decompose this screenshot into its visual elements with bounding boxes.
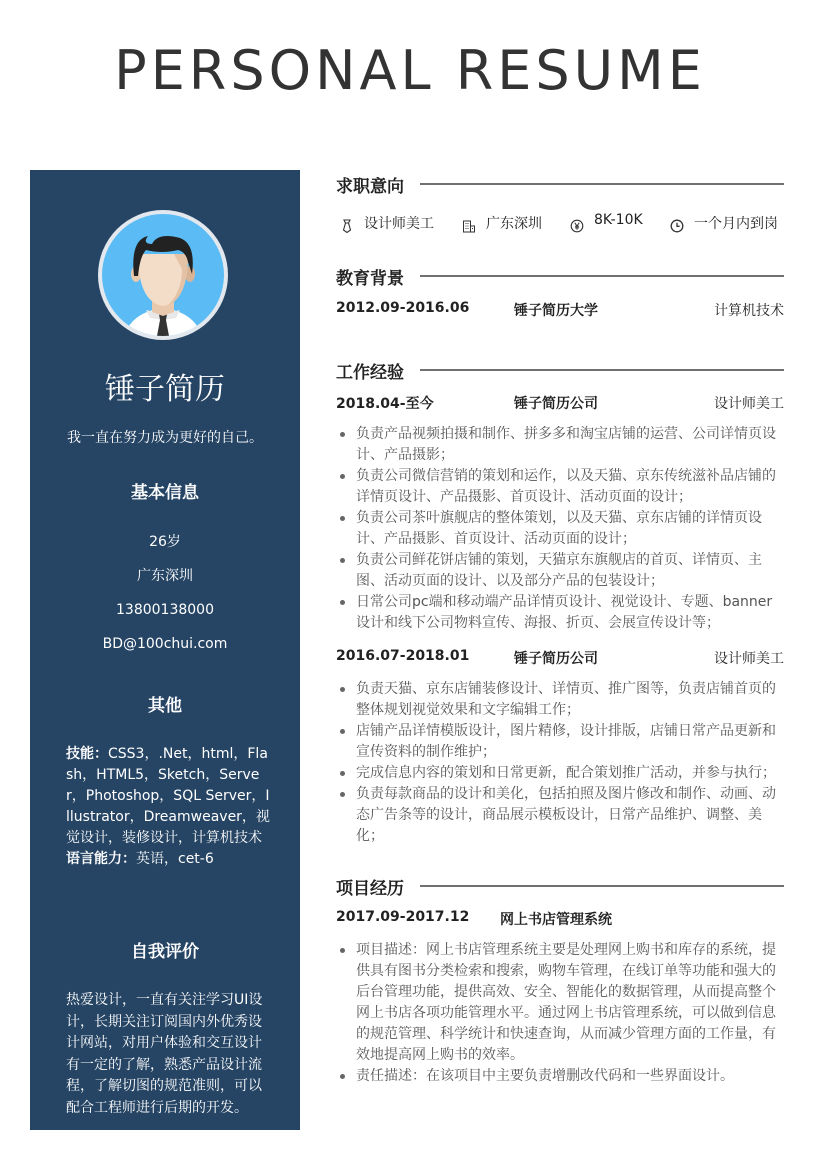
section-title: 教育背景: [336, 268, 404, 289]
project-name: 网上书店管理系统: [500, 912, 612, 928]
project-details: [336, 940, 784, 1087]
job-intent-row: [336, 213, 784, 233]
language-line: [66, 849, 270, 870]
section-work: [336, 356, 784, 384]
list-item: 店铺产品详情模版设计，图片精修，设计排版，店铺日常产品更新和宣传资料的制作维护；: [336, 721, 784, 763]
project-period: 2017.09-2017.12: [336, 909, 470, 925]
language-value: 英语，cet-6: [136, 851, 214, 867]
skills-label: 技能：: [66, 746, 108, 762]
education-school: 锤子简历大学: [514, 303, 598, 319]
intent-text: 设计师美工: [364, 216, 434, 232]
info-location: 广东深圳: [137, 568, 193, 584]
job-row: [336, 393, 784, 413]
job-position: 设计师美工: [714, 651, 784, 667]
project-row: [336, 909, 784, 929]
education-period: 2012.09-2016.06: [336, 300, 470, 316]
info-age: 26岁: [149, 534, 181, 550]
job-row: [336, 648, 784, 668]
section-title: 工作经验: [336, 362, 404, 383]
list-item: 日常公司pc端和移动端产品详情页设计、视觉设计、专题、banner设计和线下公司物料宣传、海报、折页、会展宣传设计等；: [336, 592, 784, 634]
language-label: 语言能力：: [66, 851, 136, 867]
job-duties: [336, 424, 784, 634]
tie-icon: [340, 219, 354, 233]
job-period: 2018.04-至今: [336, 396, 434, 412]
list-item: 责任描述：在该项目中主要负责增删改代码和一些界面设计。: [336, 1066, 784, 1087]
divider: [420, 275, 784, 277]
list-item: 完成信息内容的策划和日常更新，配合策划推广活动，并参与执行；: [336, 763, 784, 784]
candidate-name: 锤子简历: [105, 372, 225, 407]
intent-text: 广东深圳: [486, 216, 542, 232]
basic-info-heading: 基本信息: [131, 483, 199, 503]
motto: 我一直在努力成为更好的自己。: [67, 430, 263, 446]
other-heading: 其他: [148, 696, 182, 716]
intent-location: [462, 213, 542, 233]
list-item: 负责天猫、京东店铺装修设计、详情页、推广图等，负责店铺首页的整体规划视觉效果和文字编辑工作；: [336, 679, 784, 721]
other-content: [66, 744, 270, 870]
self-eval-heading: 自我评价: [131, 942, 199, 962]
info-phone: 13800138000: [116, 602, 214, 618]
section-education: [336, 262, 784, 290]
intent-salary: [570, 213, 643, 233]
education-row: [336, 300, 784, 320]
job-position: 设计师美工: [714, 396, 784, 412]
avatar: [98, 210, 228, 340]
list-item: 负责公司茶叶旗舰店的整体策划，以及天猫、京东店铺的详情页设计、产品摄影、首页设计、活动页面的设计；: [336, 508, 784, 550]
divider: [420, 369, 784, 371]
list-item: 负责公司微信营销的策划和运作，以及天猫、京东传统滋补品店铺的详情页设计、产品摄影、首页设计、活动页面的设计；: [336, 466, 784, 508]
skills-value: CSS3，.Net，html，Flash，HTML5，Sketch，Server，Photoshop，SQL Server，Illustrator，Dreamweaver，视觉设计，装修设计，计算机技术: [66, 746, 270, 846]
yen-icon: [570, 219, 584, 233]
building-icon: [462, 219, 476, 233]
job-duties: [336, 679, 784, 847]
clock-icon: [670, 219, 684, 233]
list-item: 负责产品视频拍摄和制作、拼多多和淘宝店铺的运营、公司详情页设计、产品摄影；: [336, 424, 784, 466]
section-title: 项目经历: [336, 878, 404, 899]
intent-availability: [670, 213, 778, 233]
job-company: 锤子简历公司: [514, 396, 598, 412]
page-title: PERSONAL RESUME: [114, 39, 706, 102]
divider: [420, 183, 784, 185]
list-item: 负责公司鲜花饼店铺的策划，天猫京东旗舰店的首页、详情页、主图、活动页面的设计、以及部分产品的包装设计；: [336, 550, 784, 592]
job-period: 2016.07-2018.01: [336, 648, 470, 664]
avatar-illustration-icon: [102, 214, 224, 336]
info-email: BD@100chui.com: [102, 636, 228, 652]
divider: [420, 885, 784, 887]
skills-line: [66, 744, 270, 849]
education-major: 计算机技术: [714, 303, 784, 319]
intent-text: 8K-10K: [594, 212, 643, 228]
section-projects: [336, 872, 784, 900]
section-job-intent: [336, 170, 784, 198]
list-item: 负责每款商品的设计和美化，包括拍照及图片修改和制作、动画、动态广告条等的设计，商品展示模板设计，日常产品维护、调整、美化；: [336, 784, 784, 847]
self-eval-text: 热爱设计，一直有关注学习UI设计，长期关注订阅国内外优秀设计网站，对用户体验和交互设计有一定的了解，熟悉产品设计流程，了解切图的规范准则，可以配合工程师进行后期的开发。: [66, 992, 263, 1116]
job-company: 锤子简历公司: [514, 651, 598, 667]
intent-position: [340, 213, 434, 233]
section-title: 求职意向: [336, 176, 404, 197]
intent-text: 一个月内到岗: [694, 216, 778, 232]
list-item: 项目描述：网上书店管理系统主要是处理网上购书和库存的系统，提供具有图书分类检索和搜索，购物车管理，在线订单等功能和强大的后台管理功能，提供高效、安全、智能化的数据管理，从而提高整个网上书店各项功能管理水平。通过网上书店管理系统，可以做到信息的规范管理、科学统计和快速查询，从而减少管理方面的工作量，有效地提高网上购书的效率。: [336, 940, 784, 1066]
sidebar: [30, 170, 300, 1130]
